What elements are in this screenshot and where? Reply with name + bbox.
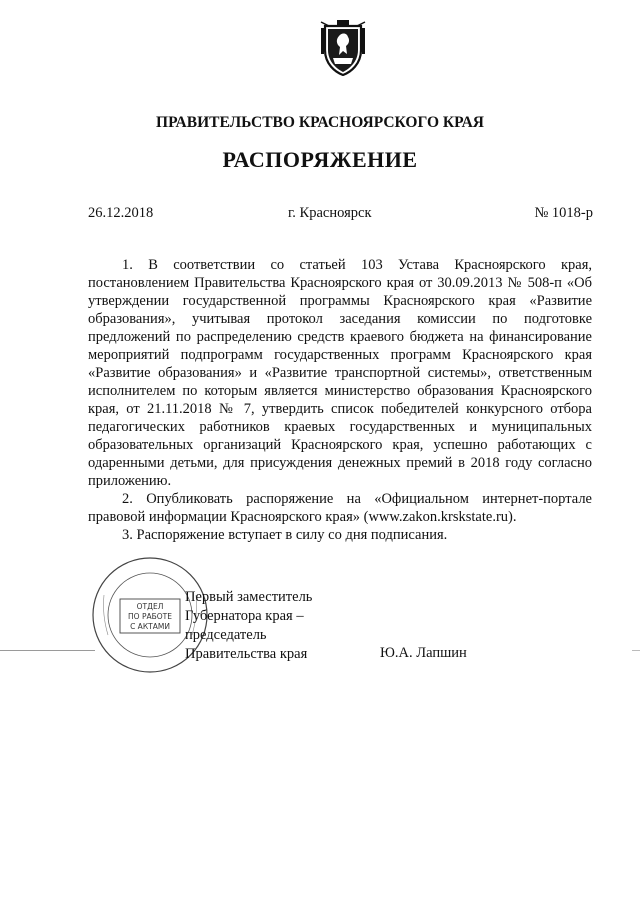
- scan-artifact-line: [0, 650, 95, 651]
- document-body: [88, 256, 592, 544]
- stamp-line-1: ОТДЕЛ: [136, 602, 164, 611]
- scan-artifact-line-right: [632, 650, 640, 651]
- coat-of-arms-icon: [319, 20, 367, 76]
- signatory-line-1: Первый заместитель: [185, 589, 313, 605]
- signatory-line-2: Губернатора края –: [185, 608, 304, 624]
- signatory-line-4: Правительства края: [185, 646, 308, 662]
- document-meta: [88, 205, 593, 225]
- document-date: 26.12.2018: [88, 205, 154, 221]
- stamp-line-2: ПО РАБОТЕ: [128, 612, 172, 621]
- signatory-name: Ю.А. Лапшин: [380, 645, 467, 661]
- paragraph-2: 2. Опубликовать распоряжение на «Официальном интернет-портале правовой информации Красноярского края» (www.zakon.krskstate.ru).: [88, 491, 592, 525]
- stamp-line-3: С АКТАМИ: [130, 622, 170, 631]
- paragraph-3: 3. Распоряжение вступает в силу со дня подписания.: [122, 527, 448, 543]
- organization-title: ПРАВИТЕЛЬСТВО КРАСНОЯРСКОГО КРАЯ: [156, 114, 484, 131]
- document-type: РАСПОРЯЖЕНИЕ: [222, 147, 418, 172]
- document-city: г. Красноярск: [288, 205, 372, 221]
- paragraph-1: 1. В соответствии со статьей 103 Устава Красноярского края, постановлением Правительства Красноярского края от 30.09.2013 № 508-п «Об утверждении государственной программы Красноярского края «Развитие образования», учитывая протокол заседания комиссии по подготовке предложений по распределению средств краевого бюджета на финансирование мероприятий подпрограмм государственных программ Красноярского края «Развитие образования» и «Развитие транспортной системы», ответственным исполнителем по которым является министерство образования Красноярского края, от 21.11.2018 № 7, утвердить список победителей конкурсного отбора педагогических работников краевых государственных и муниципальных образовательных организаций Красноярского края, успешно работающих с одаренными детьми, для присуждения денежных премий в 2018 году согласно приложению.: [88, 257, 592, 489]
- signatory-line-3: председатель: [185, 627, 267, 643]
- document-number: № 1018-р: [534, 205, 593, 221]
- signatory-title: [185, 588, 385, 664]
